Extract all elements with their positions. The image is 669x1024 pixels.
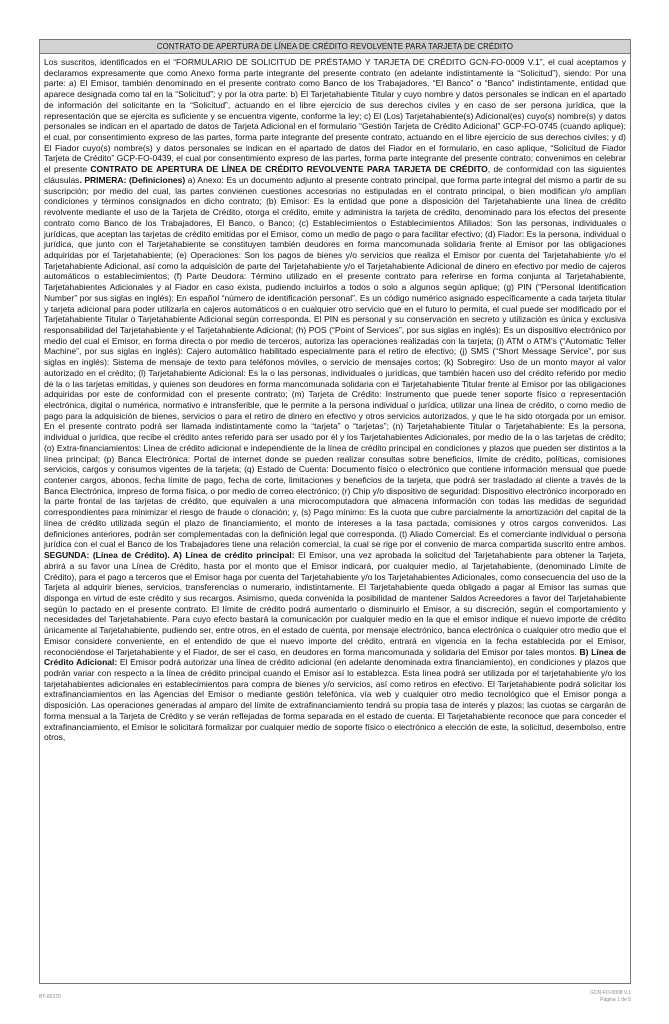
clause-segunda-text: El Emisor, una vez aprobada la solicitud del Tarjetahabiente para obtener la Tarjeta, abrirá a su favor una Línea de Crédito, hasta por el monto que el Emisor indicará, por cualquier medio, al Tarjetahabiente, (denominado Límite de Crédito), para el pago a terceros que el Emisor haga por cuenta del Tarjetahabiente y/o los Tarjetahabientes Adicionales, como consecuencia del uso de la Tarjeta al adquirir bienes, servicios, transferencias o numerario, indistintamente. El Tarjetahabiente queda obligado a pagar al Emisor las sumas que disponga en virtud de este crédito y sus recargos. Asimismo, queda convenida la posibilidad de mantener Saldos Acreedores a favor del Tarjetahabiente según lo pactado en el presente contrato. El límite de crédito podrá aumentarlo o disminuirlo el Emisor, a su discreción, según el comportamiento y necesidades del Tarjetahabiente. Para cuyo efecto bastará la comunicación por cualquier medio en la que el emisor indique el nuevo importe de crédito únicamente al Tarjetahabiente, pudiendo ser, entre otros, en el estado de cuenta, por mensaje electrónico, banca electrónica o cualquier otro medio que el Emisor considere conveniente, en el entendido de que el nuevo importe del crédito, entrará en vigencia en la fecha establecida por el Emisor, reconociéndose el Tarjetahabiente y el Fiador, de ser el caso, en deudores en forma mancomunada y solidaria del Emisor por tales montos.: [44, 550, 626, 657]
intro-paragraph: Los suscritos, identificados en el “FORMULARIO DE SOLICITUD DE PRÉSTAMO Y TARJETA DE CRÉDITO GCN-FO-0009 V.1”, el cual aceptamos y declaramos expresamente que como Anexo forma parte integrante del presente contrato (en adelante indistintamente la “Solicitud”), siendo: Por una parte: a) El Emisor, también denominado en el presente contrato como Banco de los Trabajadores, “El Banco” o “Banco” indistintamente, entidad que aparece designada como tal en la “Solicitud”; y por la otra parte: b) El Tarjetahabiente Titular y cuyo nombre y datos personales se indican en el apartado de información del solicitante en la “Solicitud”, actuando en el libre ejercicio de sus derechos civiles y en caso de ser persona jurídica, que la representación que se ejercita es suficiente y se encuentra vigente, conforme la ley; c) El (Los) Tarjetahabiente(s) Adicional(es) cuyo(s) nombre(s) y datos personales se indican en el apartado de datos de Tarjeta Adicional en el formulario “Gestión Tarjeta de Crédito Adicional” GCP-FO-0745 (cuando aplique); el cual, por consentimiento expreso de las partes, forma parte integrante del presente contrato, actuando en el libre ejercicio de sus derechos civiles; y d) El Fiador cuyo(s) nombre(s) y datos personales se indican en el apartado de datos del Fiador en el formulario, en caso aplique, “Solicitud de Fiador Tarjeta de Crédito” GCP-FO-0439, el cual por consentimiento expreso de las partes, forma parte integrante del presente contrato; convenimos en celebrar el presente: [44, 57, 626, 175]
contract-frame: [39, 39, 631, 984]
footer-page-label: Página 1 de 5: [600, 996, 631, 1003]
contract-name: CONTRATO DE APERTURA DE LÍNEA DE CRÉDITO REVOLVENTE PARA TARJETA DE CRÉDITO: [90, 164, 488, 175]
contract-header-title: CONTRATO DE APERTURA DE LÍNEA DE CRÉDITO REVOLVENTE PARA TARJETA DE CRÉDITO: [40, 40, 630, 54]
clause-primera-heading: . PRIMERA: (Definiciones): [79, 174, 186, 185]
definitions-text: a) Anexo: Es un documento adjunto al presente contrato principal, que forma parte integral del mismo a partir de su suscripción; por medio del cual, las partes convienen cuestiones accesorias no estipuladas en el contrato principal, o bien modifican y/o amplían condiciones y términos consignados en dicho contrato; (b) Emisor: Es la entidad que pone a disposición del Tarjetahabiente una línea de crédito revolvente mediante el uso de la Tarjeta de Crédito, otorga el crédito, emite y administra la tarjeta de crédito, denominado para los efectos del presente contrato como Banco de los Trabajadores, El Banco, o Banco; (c) Establecimientos o Establecimientos Afiliados: Son las personas, individuales o jurídicas, que aceptan las tarjetas de crédito emitidas por el Emisor, como un medio de pago o para facilitar efectivo; (d) Fiador: Es la persona, individual o jurídica, que junto con el Tarjetahabiente se constituyen también deudores en forma mancomunada solidaria frente al Emisor por las obligaciones adquiridas por el Tarjetahabiente; (e) Operaciones: Son los pagos de bienes y/o servicios que realiza el Emisor por cuenta del Tarjetahabiente y/o el Tarjetahabiente Adicional, así como la adquisición de parte del Tarjetahabiente y/o el Tarjetahabiente Adicional de dinero en efectivo por medio de cajeros automáticos o establecimientos; (f) Parte Deudora: Término utilizado en el presente contrato para referirse en forma conjunta al Tarjetahabiente, Tarjetahabientes Adicionales y al Fiador en caso exista, pudiendo incluirlos a todos o solo a algunos según aplique; (g) PIN (“Personal Identification Number” por sus siglas en inglés): En español “número de identificación personal”. Es un código numérico asignado específicamente a cada tarjeta titular y tarjeta adicional para poder utilizarla en cajeros automáticos o en cualquier otro servicio que en el futuro lo permita, el cual puede ser modificado por el Tarjetahabiente Titular o Tarjetahabiente Adicional según corresponda. El PIN es personal y su conservación en secreto y utilización es única y exclusiva responsabilidad del Tarjetahabiente y el Tarjetahabiente Adicional; (h) POS (“Point of Services”, por sus siglas en inglés): Es un dispositivo electrónico por medio del cual el Emisor, en forma directa o por medio de terceros, autoriza las operaciones realizadas con la tarjeta; (i) ATM o ATM’s (“Automatic Teller Machine”, por sus siglas en inglés): Cajero automático habilitado especialmente para el retiro de efectivo; (j) SMS (“Short Message Service”, por sus siglas en inglés): Sistema de mensaje de texto para teléfonos móviles, o servicio de mensajes cortos; (k) Sobregiro: Uso de un monto mayor al valor autorizado en el crédito; (l) Tarjetahabiente Adicional: Es la o las personas, individuales o jurídicas, que también hacen uso del crédito referido por medio de la o las tarjetas emitidas, y quienes son deudores en forma mancomunada solidaria con el Tarjetahabiente Titular frente al Emisor por las obligaciones adquiridas por este de conformidad con el presente contrato; (m) Tarjeta de Crédito: Instrumento que puede tener soporte físico o representación electrónica, digital o numérica, normativo e intransferible, que le permite a la persona individual o jurídica, utilizar una línea de crédito, o como medio de pago para la adquisición de bienes, servicios o para el retiro de dinero en efectivo y otros servicios autorizados, y que le ha sido otorgada por un emisor. En el presente contrato podrá ser llamada indistintamente como la “tarjeta” o “tarjetas”; (n) Tarjetahabiente Titular o Tarjetahabiente: Es la persona, individual o jurídica, que recibe el crédito antes referido para ser usado por él y los Tarjetahabientes Adicionales, por medio de la o las tarjetas de crédito; (o) Extra-financiamientos: Línea de crédito adicional e independiente de la línea de crédito principal en condiciones y plazos que pueden ser distintos a la línea principal; (p) Banca Electrónica: Portal de internet donde se pueden realizar consultas sobre beneficios, límite de crédito, políticas, comisiones servicios, cargos y consumos vigentes de la tarjeta; (q) Estado de Cuenta: Documento físico o electrónico que contiene información mensual que puede contener cargos, abonos, fecha límite de pago, fecha de corte, limitaciones y beneficios de la tarjeta, que podrá ser trasladado al cliente a través de la Banca Electrónica, impreso de forma física, o por medio de correo electrónico; (r) Chip y/o dispositivo de seguridad: Dispositivo electrónico incorporado en la parte frontal de las tarjetas de crédito, que equivalen a una microcomputadora que almacena información con todas las medidas de seguridad correspondientes para minimizar el riesgo de fraude o clonación; y, (s) Pago mínimo: Es la cuota que cubre parcialmente la amortización del capital de la línea de crédito utilizada según el plazo de financiamiento, el monto de intereses a la tasa pactada, comisiones y otros cargos convenidos. Las definiciones anteriores, podrán ser complementadas con la definición legal que corresponda. (t) Aliado Comercial: Es el comerciante individual o persona jurídica con el cual el Banco de los Trabajadores tiene una relación comercial, la cual se rige por el convenio de marca compartida suscrito entre ambos.: [44, 174, 627, 550]
footer-right: [590, 990, 631, 1003]
footer-left-code: BT-00370: [39, 994, 61, 1000]
footer-form-code: GCN-FO-0008 V.1: [590, 990, 631, 996]
intro-continuation: , de conformidad con las siguientes cláusulas: [44, 164, 626, 185]
clause-segunda-heading: SEGUNDA: (Línea de Crédito). A) Línea de crédito principal:: [44, 550, 295, 561]
clause-b-heading: B) Línea de Crédito Adicional:: [44, 646, 627, 668]
clause-b-text: El Emisor podrá autorizar una línea de crédito adicional (en adelante denominada extra financiamiento), en condiciones y plazos que podrán variar con respecto a la línea de crédito principal cuando el Emisor así lo establezca. Esta línea podrá ser utilizada por el tarjetahabiente y/o los tarjetahabientes adicionales en establecimientos para compra de bienes y/o servicios, así como retiros en efectivo. El Tarjetahabiente podrá solicitar los extrafinanciamientos en las Agencias del Emisor o mediante gestión telefónica, vía web y cualquier otro medio tecnológico que el Emisor ponga a disposición. Las operaciones generadas al amparo del límite de extrafinanciamiento tendrá su propia tasa de interés y plazos; las cuotas se cargarán de forma mensual a la Tarjeta de Crédito y se verán reflejadas de forma separada en el estado de cuenta. El Tarjetahabiente reconoce que para conceder el extrafinanciamiento, el Emisor le solicitará formalizar por cualquier medio de soporte físico o electrónico a elección de este, la solicitud, desembolso, entre otros,: [44, 657, 626, 743]
contract-body: [40, 54, 630, 743]
